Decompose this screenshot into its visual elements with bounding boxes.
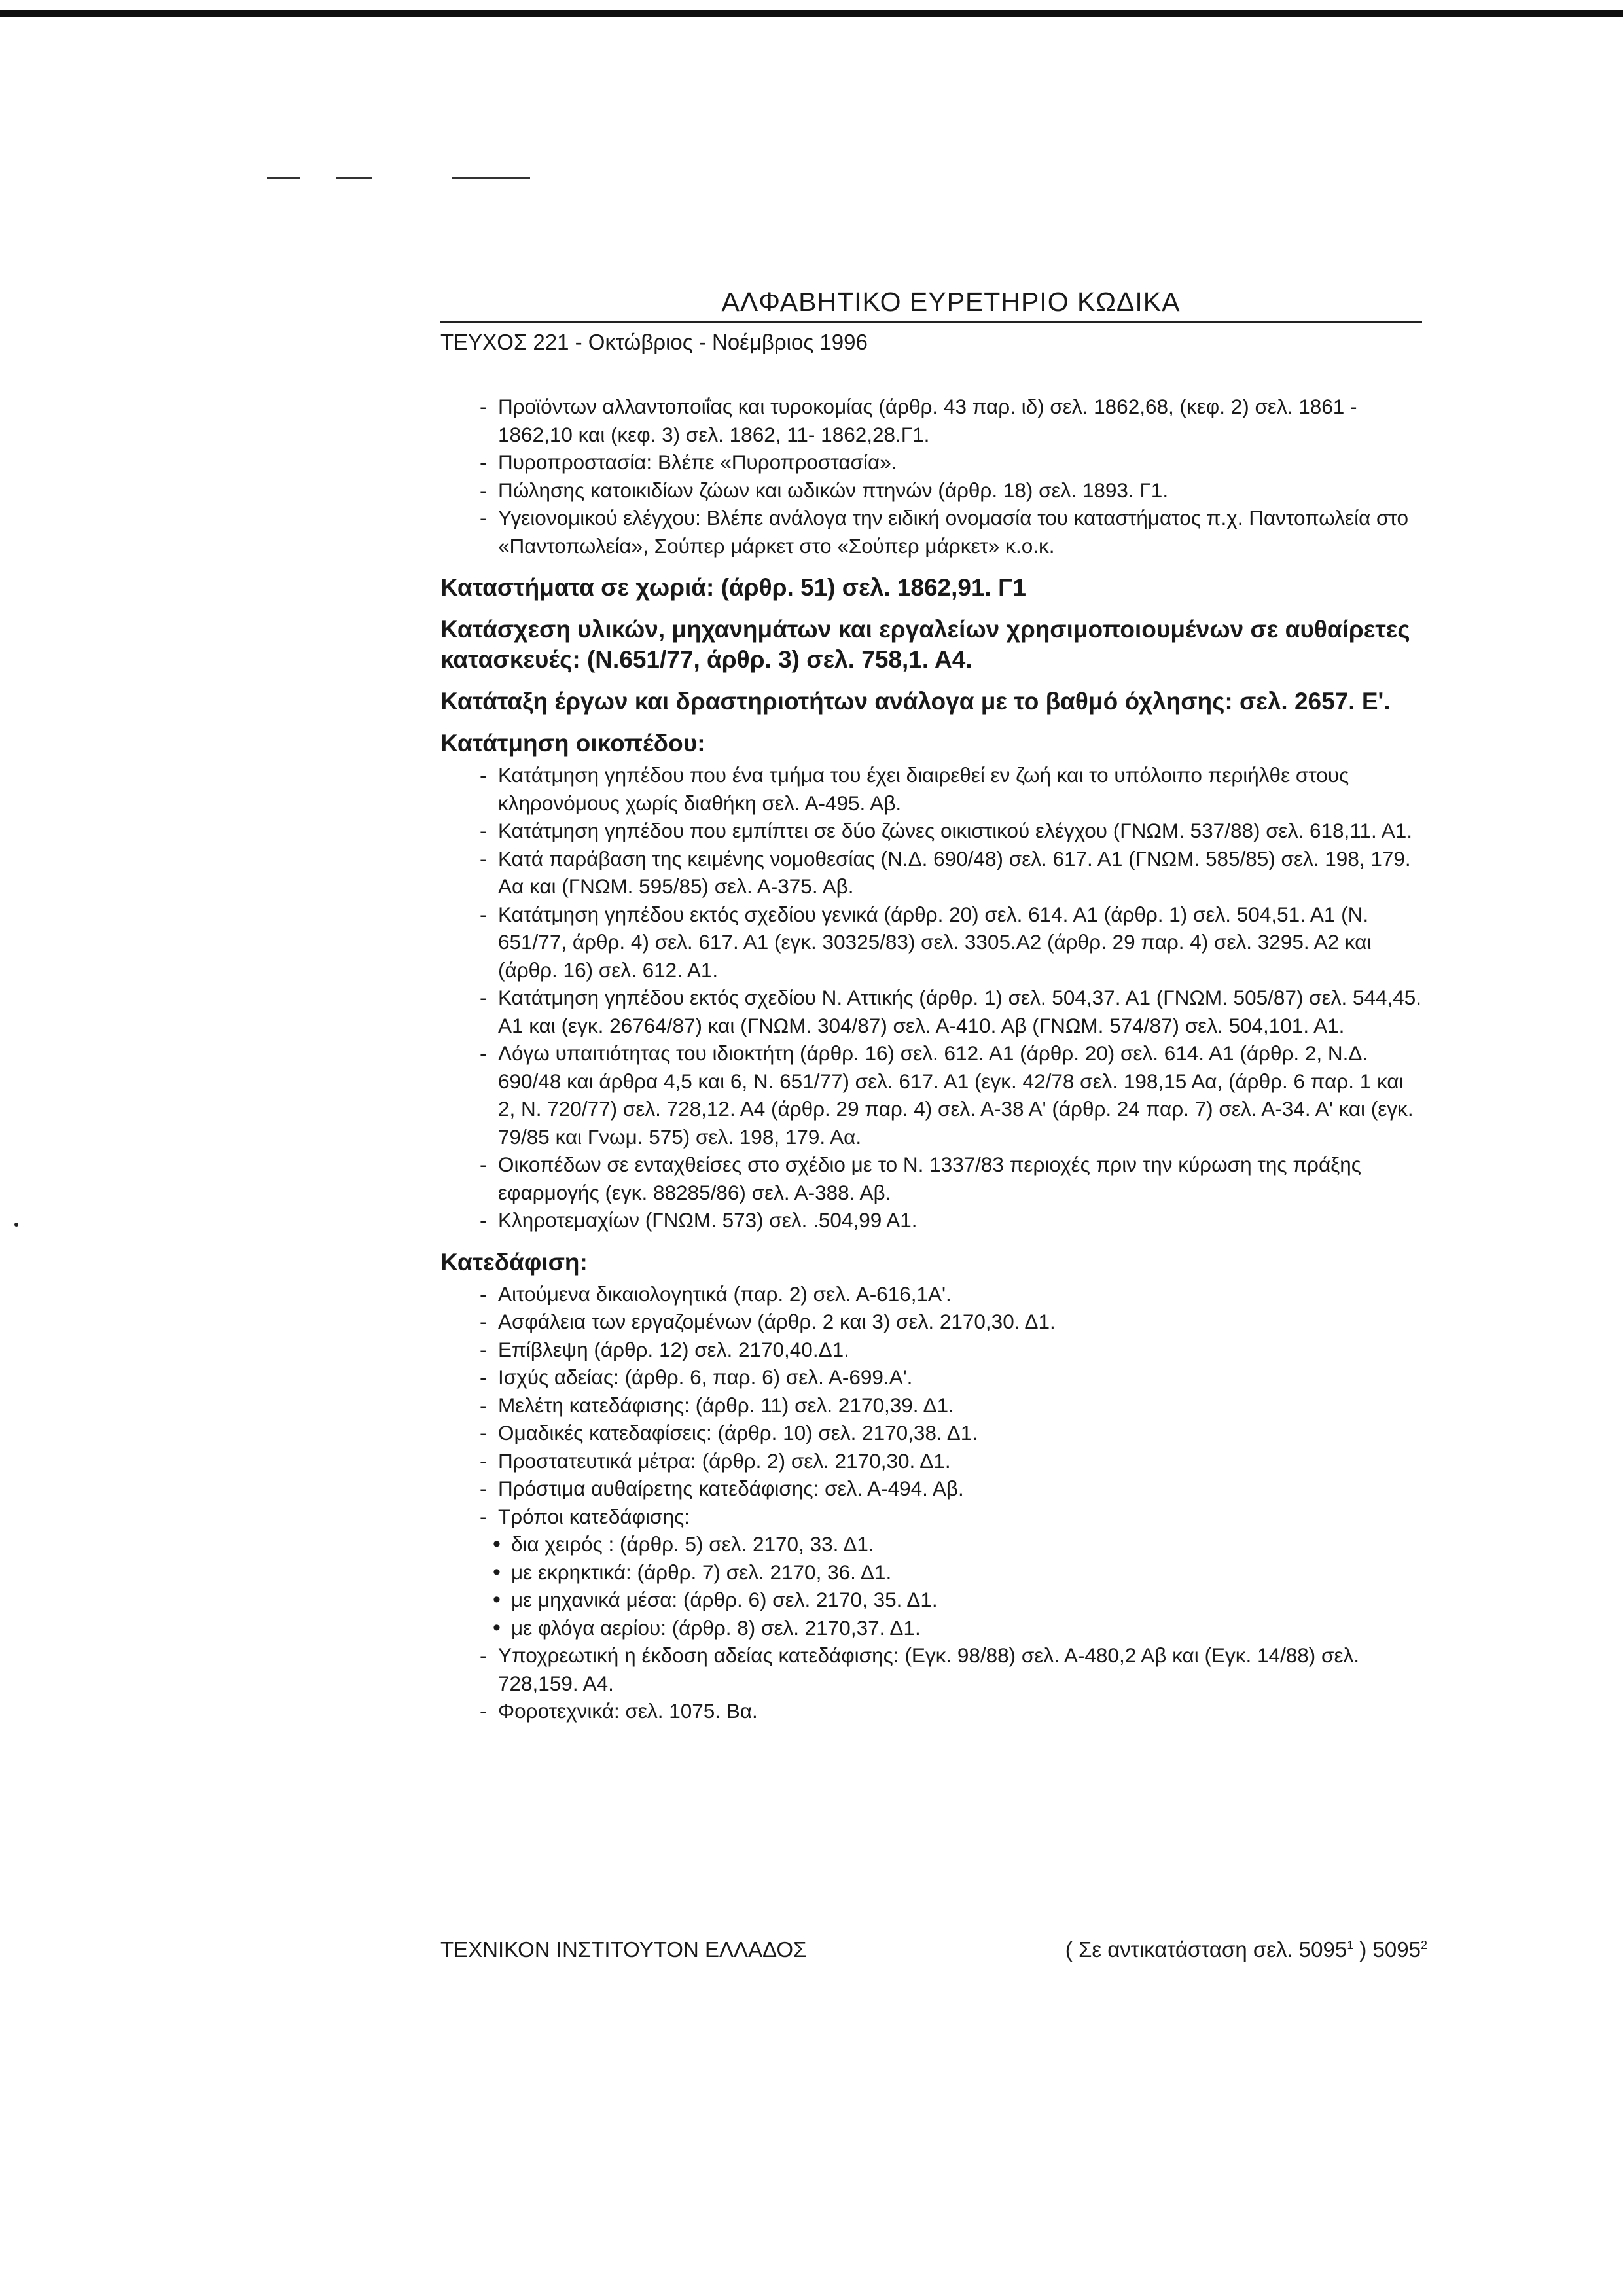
scan-mark	[452, 177, 530, 179]
katatmisi-list	[480, 761, 1422, 1234]
list-item: - Προϊόντων αλλαντοποιΐας και τυροκομίας (άρθρ. 43 παρ. ιδ) σελ. 1862,68, (κεφ. 2) σελ. 1861 - 1862,10 και (κεφ. 3) σελ. 1862, 11- 1862,28.Γ1.	[480, 393, 1422, 448]
bullet-item: • με εκρηκτικά: (άρθρ. 7) σελ. 2170, 36. Δ1.	[493, 1558, 1422, 1587]
list-item: - Υγειονομικού ελέγχου: Βλέπε ανάλογα την ειδική ονομασία του καταστήματος π.χ. Παντοπωλεία στο «Παντοπωλεία», Σούπερ μάρκετ στο «Σούπερ μάρκετ» κ.ο.κ.	[480, 504, 1422, 560]
methods-list	[480, 1530, 1422, 1641]
list-item: - Πρόστιμα αυθαίρετης κατεδάφισης: σελ. Α-494. Αβ.	[480, 1475, 1422, 1503]
list-item: - Μελέτη κατεδάφισης: (άρθρ. 11) σελ. 2170,39. Δ1.	[480, 1391, 1422, 1420]
replacement-note: ( Σε αντικατάσταση σελ. 5095	[1065, 1937, 1347, 1962]
list-item: - Ομαδικές κατεδαφίσεις: (άρθρ. 10) σελ. 2170,38. Δ1.	[480, 1419, 1422, 1447]
list-item: - Λόγω υπαιτιότητας του ιδιοκτήτη (άρθρ. 16) σελ. 612. Α1 (άρθρ. 20) σελ. 614. Α1 (άρθρ. 2, Ν.Δ. 690/48 και άρθρα 4,5 και 6, Ν. 651/77) σελ. 617. Α1 (εγκ. 42/78 σελ. 198,15 Αα, (άρθρ. 6 παρ. 1 και 2, Ν. 720/77) σελ. 728,12. Α4 (άρθρ. 29 παρ. 4) σελ. Α-38 Α' (άρθρ. 24 παρ. 7) σελ. Α-34. Α' και (εγκ. 79/85 και Γνωμ. 575) σελ. 198, 179. Αα.	[480, 1039, 1422, 1151]
list-item: - Κατά παράβαση της κειμένης νομοθεσίας (Ν.Δ. 690/48) σελ. 617. Α1 (ΓΝΩΜ. 585/85) σελ. 198, 179. Αα και (ΓΝΩΜ. 595/85) σελ. Α-375. Αβ.	[480, 845, 1422, 901]
list-item: - Οικοπέδων σε ενταχθείσες στο σχέδιο με το Ν. 1337/83 περιοχές πριν την κύρωση της πράξης εφαρμογής (εγκ. 88285/86) σελ. Α-388. Αβ.	[480, 1151, 1422, 1206]
katedafisi-list-continued	[480, 1641, 1422, 1725]
issue-line: ΤΕΥΧΟΣ 221 - Οκτώβριος - Νοέμβριος 1996	[440, 330, 868, 354]
section-title-katatmisi: Κατάτμηση οικοπέδου:	[440, 730, 705, 757]
bullet-item: • με μηχανικά μέσα: (άρθρ. 6) σελ. 2170, 35. Δ1.	[493, 1586, 1422, 1614]
scan-dot	[14, 1223, 18, 1227]
list-item: - Επίβλεψη (άρθρ. 12) σελ. 2170,40.Δ1.	[480, 1336, 1422, 1364]
list-item: - Πυροπροστασία: Βλέπε «Πυροπροστασία».	[480, 448, 1422, 476]
list-item: - Πώλησης κατοικιδίων ζώων και ωδικών πτηνών (άρθρ. 18) σελ. 1893. Γ1.	[480, 476, 1422, 505]
index-heading: Κατάσχεση υλικών, μηχανημάτων και εργαλείων χρησιμοποιουμένων σε αυθαίρετες κατασκευές: (Ν.651/77, άρθρ. 3) σελ. 758,1. Α4.	[440, 616, 1410, 673]
scan-top-border	[0, 10, 1623, 17]
list-item: - Ασφάλεια των εργαζομένων (άρθρ. 2 και 3) σελ. 2170,30. Δ1.	[480, 1308, 1422, 1336]
page-superscript: 2	[1420, 1939, 1427, 1952]
header-rule	[440, 321, 1422, 323]
methods-label: Τρόποι κατεδάφισης:	[498, 1504, 690, 1528]
bullet-item: • με φλόγα αερίου: (άρθρ. 8) σελ. 2170,37. Δ1.	[493, 1614, 1422, 1642]
list-item: - Φοροτεχνικά: σελ. 1075. Βα.	[480, 1697, 1422, 1725]
section-title-katedafisi: Κατεδάφιση:	[440, 1248, 588, 1276]
list-item: - Κατάτμηση γηπέδου που εμπίπτει σε δύο ζώνες οικιστικού ελέγχου (ΓΝΩΜ. 537/88) σελ. 618,11. Α1.	[480, 817, 1422, 845]
list-item: - Κατάτμηση γηπέδου που ένα τμήμα του έχει διαιρεθεί εν ζωή και το υπόλοιπο περιήλθε στους κληρονόμους χωρίς διαθήκη σελ. Α-495. Αβ.	[480, 761, 1422, 817]
list-item: - Αιτούμενα δικαιολογητικά (παρ. 2) σελ. Α-616,1Α'.	[480, 1280, 1422, 1308]
list-item: - Υποχρεωτική η έκδοση αδείας κατεδάφισης: (Εγκ. 98/88) σελ. Α-480,2 Αβ και (Εγκ. 14/88) σελ. 728,159. Α4.	[480, 1641, 1422, 1697]
replacement-superscript: 1	[1347, 1939, 1354, 1952]
scan-mark	[267, 177, 300, 179]
list-item: - Κατάτμηση γηπέδου εκτός σχεδίου Ν. Αττικής (άρθρ. 1) σελ. 504,37. Α1 (ΓΝΩΜ. 505/87) σελ. 544,45. Α1 και (εγκ. 26764/87) και (ΓΝΩΜ. 304/87) σελ. Α-410. Αβ (ΓΝΩΜ. 574/87) σελ. 504,101. Α1.	[480, 984, 1422, 1039]
list-item: - Προστατευτικά μέτρα: (άρθρ. 2) σελ. 2170,30. Δ1.	[480, 1447, 1422, 1475]
bullet-item: • δια χειρός : (άρθρ. 5) σελ. 2170, 33. Δ1.	[493, 1530, 1422, 1558]
index-heading: Κατάταξη έργων και δραστηριοτήτων ανάλογα με το βαθμό όχλησης: σελ. 2657. Ε'.	[440, 688, 1391, 715]
list-item: - Κληροτεμαχίων (ΓΝΩΜ. 573) σελ. .504,99 Α1.	[480, 1206, 1422, 1234]
publisher-name: ΤΕΧΝΙΚΟΝ ΙΝΣΤΙΤΟΥΤΟΝ ΕΛΛΑΔΟΣ	[440, 1937, 807, 1962]
index-heading: Καταστήματα σε χωριά: (άρθρ. 51) σελ. 1862,91. Γ1	[440, 574, 1026, 601]
scan-mark	[336, 177, 372, 179]
page-number	[1065, 1937, 1427, 1962]
list-item: - Κατάτμηση γηπέδου εκτός σχεδίου γενικά (άρθρ. 20) σελ. 614. Α1 (άρθρ. 1) σελ. 504,51. Α1 (Ν. 651/77, άρθρ. 4) σελ. 617. Α1 (εγκ. 30325/83) σελ. 3305.Α2 (άρθρ. 29 παρ. 4) σελ. 3295. Α2 και (άρθρ. 16) σελ. 612. Α1.	[480, 901, 1422, 984]
page-number-value: ) 5095	[1353, 1937, 1421, 1962]
page-title: ΑΛΦΑΒΗΤΙΚΟ ΕΥΡΕΤΗΡΙΟ ΚΩΔΙΚΑ	[721, 287, 1181, 317]
katedafisi-list	[480, 1280, 1422, 1531]
list-item-methods	[480, 1503, 1422, 1531]
index-content	[440, 393, 1422, 1738]
page-header	[440, 287, 1422, 354]
intro-list	[480, 393, 1422, 560]
list-item: - Ισχύς αδείας: (άρθρ. 6, παρ. 6) σελ. Α-699.Α'.	[480, 1363, 1422, 1391]
